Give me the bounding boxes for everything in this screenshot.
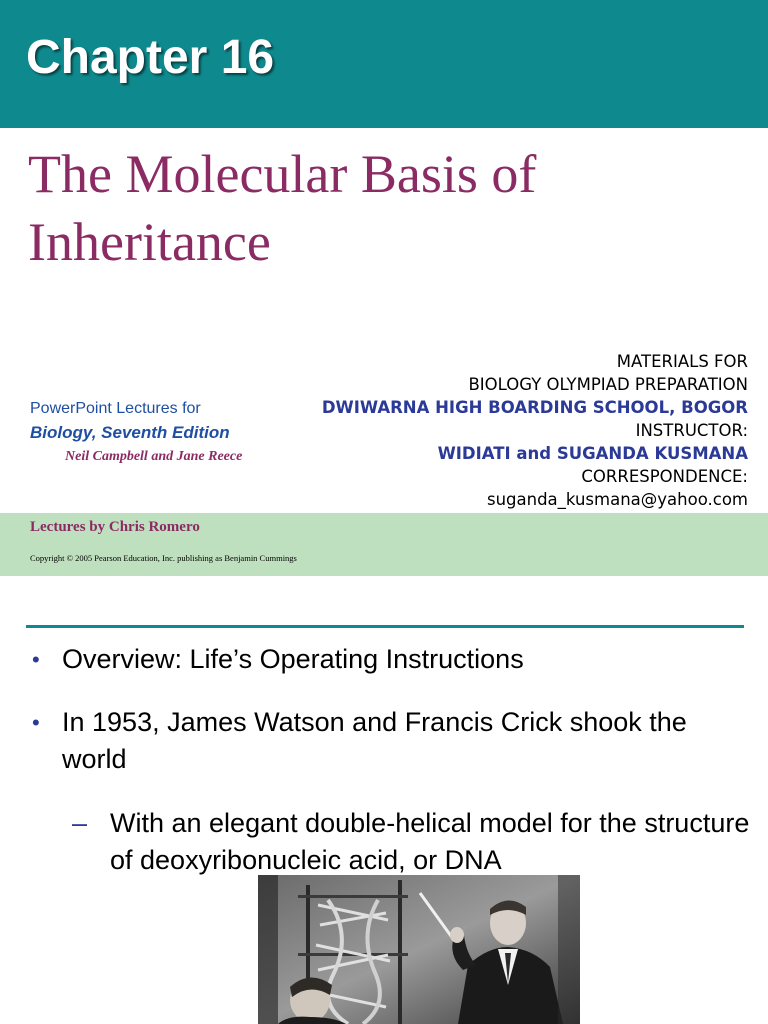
materials-line: BIOLOGY OLYMPIAD PREPARATION (468, 375, 748, 394)
slide-title-line-2: Inheritance (28, 212, 271, 272)
copyright-notice: Copyright © 2005 Pearson Education, Inc. publishing as Benjamin Cummings (30, 553, 297, 563)
materials-line: MATERIALS FOR (616, 352, 748, 371)
bullet-icon: • (32, 710, 40, 735)
ppt-lectures-label: PowerPoint Lectures for (30, 400, 201, 417)
school-name: DWIWARNA HIGH BOARDING SCHOOL, BOGOR (321, 398, 748, 417)
footer-band (0, 513, 768, 576)
bullet-text: Overview: Life’s Operating Instructions (62, 644, 524, 674)
lecturer-credit: Lectures by Chris Romero (30, 519, 200, 535)
bullet-item (32, 641, 742, 678)
bullet-icon: • (32, 647, 40, 672)
correspondence-email: suganda_kusmana@yahoo.com (486, 490, 748, 509)
textbook-credit (30, 398, 320, 468)
dash-icon: – (72, 808, 88, 838)
materials-block (288, 350, 748, 511)
chapter-heading: Chapter 16 (26, 31, 275, 84)
divider (26, 625, 744, 628)
sub-bullet-item (72, 805, 750, 879)
photo-illustration (258, 875, 580, 1024)
book-title: Biology, Seventh Edition (30, 423, 230, 442)
slide-title-line-1: The Molecular Basis of (28, 144, 537, 204)
instructor-names: WIDIATI and SUGANDA KUSMANA (437, 444, 748, 463)
overview-slide (0, 576, 768, 1024)
sub-bullet-text: With an elegant double-helical model for the structure of deoxyribonucleic acid, or DNA (110, 808, 750, 875)
slide-title (28, 140, 728, 276)
materials-line: INSTRUCTOR: (635, 421, 748, 440)
book-authors: Neil Campbell and Jane Reece (65, 449, 243, 464)
bullet-text: In 1953, James Watson and Francis Crick shook the world (62, 707, 687, 774)
materials-line: CORRESPONDENCE: (581, 467, 748, 486)
title-bar (0, 0, 768, 128)
bullet-item (32, 704, 742, 778)
watson-crick-photo (258, 875, 580, 1024)
